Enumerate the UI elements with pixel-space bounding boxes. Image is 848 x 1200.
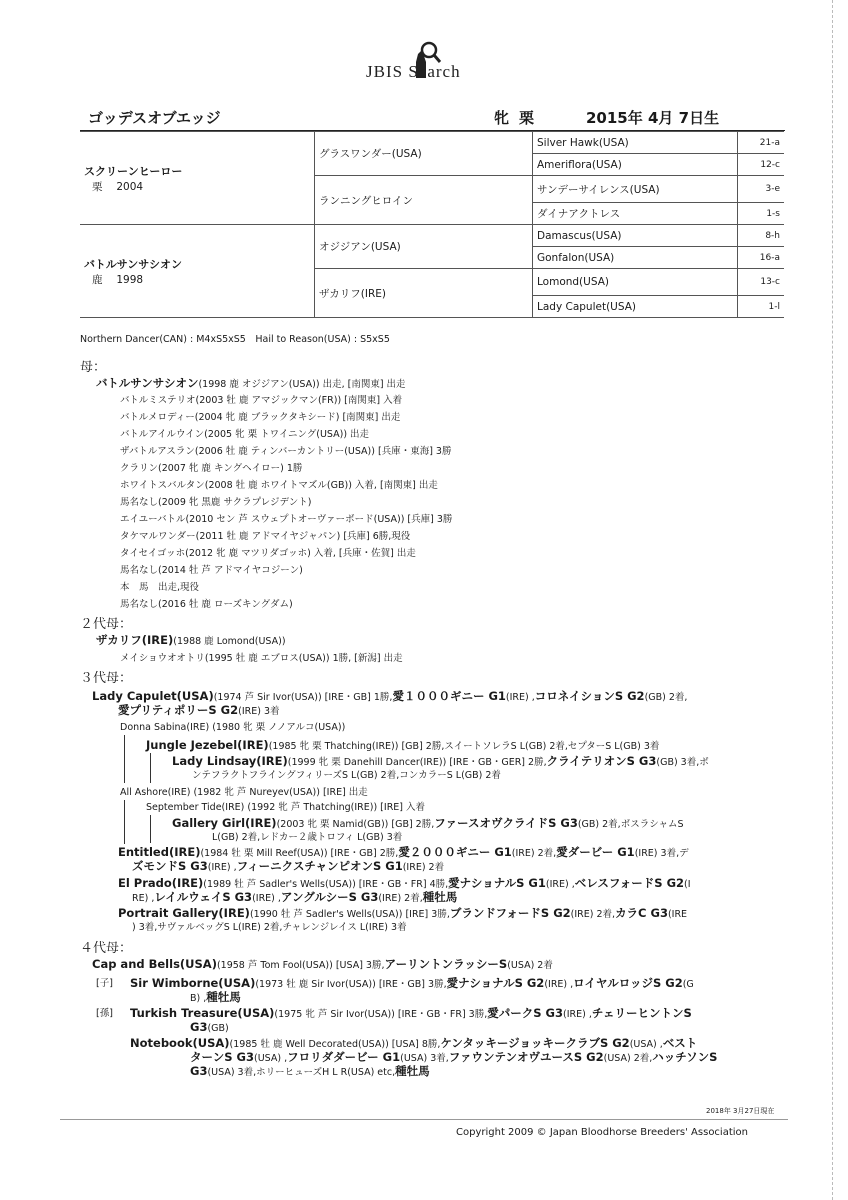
race-title: ズモンドS G3: [132, 859, 208, 873]
list-item: September Tide(IRE) (1992 牝 芦 Thatching(IRE)) [IRE] 入着: [146, 802, 426, 813]
pedigree-g3-cell: ダイナアクトレス: [533, 203, 738, 225]
list-item: [146, 739, 659, 753]
lineage-bracket: [150, 753, 151, 783]
lineage-bracket: [124, 735, 125, 783]
pedigree-table: [80, 131, 784, 318]
entry-detail: (USA) ,: [254, 1053, 288, 1064]
pedigree-g3-cell: Ameriflora(USA): [533, 154, 738, 176]
entry-detail: (IRE) 2着,: [378, 893, 423, 904]
list-item-cont: [190, 991, 241, 1005]
horse-name-bold: Sir Wimborne(USA): [130, 976, 256, 990]
sire-cell: [80, 132, 315, 225]
horse-name: ゴッデスオブエッジ: [88, 109, 221, 127]
race-title: ファースオヴクライドS G3: [434, 816, 578, 830]
entry-detail: (2003 牝 栗 Namid(GB)) [GB] 2勝,: [276, 819, 435, 830]
pedigree-g2-cell: グラスワンダー(USA): [315, 132, 533, 176]
race-title: 愛ダービー G1: [556, 845, 635, 859]
dam-entry: [96, 377, 406, 391]
updated-date: 2018年 3月27日現在: [706, 1107, 775, 1115]
family-code: 12-c: [738, 154, 785, 176]
race-title: 愛ナショナルS G2: [446, 976, 545, 990]
list-item: 馬名なし(2014 牡 芦 アドマイヤコジーン): [120, 565, 303, 576]
entry-detail: (USA) 2着: [507, 960, 553, 971]
list-item: [172, 755, 709, 769]
race-title: 愛パークS G3: [487, 1006, 563, 1020]
family-code: 1-l: [738, 296, 785, 318]
entry-detail: (G: [682, 979, 694, 990]
sire-name: スクリーンヒーロー: [84, 164, 183, 178]
list-item-cont: [190, 1065, 430, 1079]
entry-detail: (1958 芦 Tom Fool(USA)) [USA] 3勝,: [216, 960, 385, 971]
race-title: レイルウェイS G3: [154, 890, 253, 904]
list-item-cont: [190, 1051, 717, 1065]
logo-text: JBIS Search: [366, 62, 461, 81]
entry-detail: (IRE) ,: [207, 862, 237, 873]
race-title: ベスト: [662, 1036, 698, 1050]
lineage-bracket: [124, 800, 125, 844]
g4dam-entry: [92, 958, 553, 972]
list-item-cont: ) 3着,サヴァルベッグS L(IRE) 2着,チャレンジレイス L(IRE) 3着: [132, 922, 407, 933]
lineage-bracket: [150, 815, 151, 843]
family-code: 16-a: [738, 247, 785, 269]
grandchild-tag: [孫]: [96, 1008, 113, 1019]
list-item: ザバトルアスラン(2006 牡 鹿 ティンバーカントリー(USA)) [兵庫・東海] 3勝: [120, 446, 452, 457]
entry-detail: (1999 牝 栗 Danehill Dancer(IRE)) [IRE・GB・GER] 2勝,: [287, 757, 547, 768]
family-code: 13-c: [738, 269, 785, 296]
race-title: フィーニクスチャンピオンS G1: [236, 859, 403, 873]
entry-detail: (GB): [207, 1023, 229, 1034]
section-g4dam: ４代母：: [80, 941, 133, 956]
entry-detail: (1985 牡 鹿 Well Decorated(USA)) [USA] 8勝,: [229, 1039, 441, 1050]
list-item: All Ashore(IRE) (1982 牝 芦 Nureyev(USA)) [IRE] 出走: [120, 787, 368, 798]
pedigree-g3-cell: Lady Capulet(USA): [533, 296, 738, 318]
list-item: [130, 1007, 692, 1021]
list-item: クラリン(2007 牝 鹿 キングヘイロー) 1勝: [120, 463, 303, 474]
child-tag: [子]: [96, 978, 113, 989]
entry-detail: (1975 牝 芦 Sir Ivor(USA)) [IRE・GB・FR] 3勝,: [274, 1009, 488, 1020]
entry-detail: (IRE) ,: [544, 979, 574, 990]
stallion-tag: 種牡馬: [422, 890, 458, 904]
g3dam-entry-name: Lady Capulet(USA): [92, 689, 214, 703]
race-grade: G3: [190, 1064, 208, 1078]
list-item: メイショウオオトリ(1995 牡 鹿 エブロス(USA)) 1勝, [新潟] 出走: [120, 653, 403, 664]
race-title: 愛プリティポリーS G2: [118, 703, 239, 717]
list-item: [172, 817, 684, 831]
race-title: ターンS G3: [190, 1050, 254, 1064]
section-dam: 母：: [80, 360, 107, 375]
entry-detail: (IRE) 3着: [238, 706, 280, 717]
family-code: 8-h: [738, 225, 785, 247]
family-code: 21-a: [738, 132, 785, 154]
pedigree-g3-cell: Gonfalon(USA): [533, 247, 738, 269]
entry-detail: (1973 牡 鹿 Sir Ivor(USA)) [IRE・GB] 3勝,: [255, 979, 447, 990]
entry-detail: (USA) 2着,: [603, 1053, 653, 1064]
list-item: エイユーバトル(2010 セン 芦 スウェプトオーヴァーボード(USA)) [兵庫] 3勝: [120, 514, 453, 525]
g3dam-entry: [92, 690, 687, 704]
entry-detail: RE) ,: [132, 893, 155, 904]
footer-rule: [60, 1119, 788, 1120]
list-item: タイセイゴッホ(2012 牝 鹿 マツリダゴッホ) 入着, [兵庫・佐賀] 出走: [120, 548, 416, 559]
family-code: 1-s: [738, 203, 785, 225]
entry-detail: B) ,: [190, 993, 207, 1004]
horse-name-bold: Notebook(USA): [130, 1036, 230, 1050]
entry-detail: (GB) 3着,ボ: [656, 757, 709, 768]
race-title: ハッチソンS: [652, 1050, 718, 1064]
entry-detail: (IRE) ,: [562, 1009, 592, 1020]
family-code: 3-e: [738, 176, 785, 203]
list-item-cont: [132, 860, 444, 874]
race-title: カラC G3: [615, 906, 668, 920]
horse-name-bold: Lady Lindsay(IRE): [172, 754, 288, 768]
entry-detail: (1990 牡 芦 Sadler's Wells(USA)) [IRE] 3勝,: [249, 909, 450, 920]
sex-color: 牝栗: [494, 109, 545, 127]
g4dam-entry-name: Cap and Bells(USA): [92, 957, 217, 971]
dam-detail: 鹿 1998: [92, 273, 144, 286]
list-item: [118, 877, 691, 891]
race-title: アングルシーS G3: [280, 890, 379, 904]
entry-detail: (GB) 2着,: [644, 692, 688, 703]
race-title: コロネイションS G2: [534, 689, 645, 703]
entry-detail: (IRE) 2着: [402, 862, 445, 873]
race-title: フロリダダービー G1: [287, 1050, 401, 1064]
sire-detail: 栗 2004: [92, 180, 144, 193]
race-title: 愛１０００ギニー G1: [392, 689, 506, 703]
list-item-cont: ンテフラクトフライングフィリーズS L(GB) 2着,コンカラーS L(GB) 2着: [192, 770, 501, 781]
entry-detail: (IRE) ,: [545, 879, 575, 890]
list-item: 本 馬 出走,現役: [120, 582, 200, 593]
list-item: バトルアイルウイン(2005 牝 栗 トワイニング(USA)) 出走: [120, 429, 370, 440]
section-g2dam: ２代母：: [80, 617, 133, 632]
race-title: ベレスフォードS G2: [574, 876, 685, 890]
race-title: ケンタッキージョッキークラブS G2: [440, 1036, 630, 1050]
copyright: Copyright 2009 © Japan Bloodhorse Breeders' Association: [456, 1127, 748, 1138]
birth-date: 2015年 4月 7日生: [586, 109, 720, 127]
pedigree-g3-cell: Lomond(USA): [533, 269, 738, 296]
entry-detail: (IRE: [667, 909, 688, 920]
horse-name-bold: Gallery Girl(IRE): [172, 816, 277, 830]
dam-entry-detail: (1998 鹿 オジジアン(USA)) 出走, [南関東] 出走: [198, 379, 406, 390]
entry-detail: (IRE) 3着,デ: [634, 848, 689, 859]
entry-detail: (1985 牝 栗 Thatching(IRE)) [GB] 2勝,スイートソレラS L(GB) 2着,セプターS L(GB) 3着: [268, 741, 660, 752]
race-title: 愛２０００ギニー G1: [398, 845, 512, 859]
list-item: Donna Sabina(IRE) (1980 牝 栗 ノノアルコ(USA)): [120, 722, 346, 733]
list-item: [130, 977, 694, 991]
pedigree-g2-cell: ランニングヒロイン: [315, 176, 533, 225]
list-item: [118, 846, 689, 860]
entry-detail: (1989 牡 芦 Sadler's Wells(USA)) [IRE・GB・FR] 4勝,: [203, 879, 449, 890]
entry-detail: (IRE) 2着,: [570, 909, 616, 920]
pedigree-g2-cell: オジジアン(USA): [315, 225, 533, 269]
horse-name-bold: Turkish Treasure(USA): [130, 1006, 275, 1020]
dam-cell: [80, 225, 315, 318]
race-title: アーリントンラッシーS: [384, 957, 508, 971]
entry-detail: (GB) 2着,ボスラシャムS: [577, 819, 684, 830]
horse-name-bold: Entitled(IRE): [118, 845, 201, 859]
g3dam-entry-line2: [118, 704, 280, 718]
g2dam-entry: [96, 634, 286, 648]
horse-name-bold: Jungle Jezebel(IRE): [146, 738, 269, 752]
scan-edge-line: [832, 0, 833, 1200]
list-item-cont: L(GB) 2着,レドカー２歳トロフィ L(GB) 3着: [212, 832, 403, 843]
race-title: 愛ナショナルS G1: [448, 876, 546, 890]
entry-detail: (IRE) ,: [252, 893, 281, 904]
dam-name: バトルサンサシオン: [84, 257, 183, 271]
stallion-tag: 種牡馬: [206, 990, 241, 1004]
list-item-cont: [190, 1021, 229, 1035]
race-title: ブランドフォードS G2: [449, 906, 571, 920]
stallion-tag: 種牡馬: [395, 1064, 430, 1078]
list-item: [118, 907, 687, 921]
entry-detail: (USA) 3着,: [400, 1053, 449, 1064]
race-title: チェリーヒントンS: [591, 1006, 692, 1020]
race-grade: G3: [190, 1020, 208, 1034]
list-item: ホワイトスバルタン(2008 牡 鹿 ホワイトマズル(GB)) 入着, [南関東] 出走: [120, 480, 438, 491]
horse-name-bold: Portrait Gallery(IRE): [118, 906, 250, 920]
entry-detail: (1984 牡 栗 Mill Reef(USA)) [IRE・GB] 2勝,: [200, 848, 399, 859]
race-title: クライテリオンS G3: [546, 754, 657, 768]
list-item: 馬名なし(2016 牡 鹿 ローズキングダム): [120, 599, 293, 610]
entry-detail: (I: [684, 879, 691, 890]
list-item: バトルメロディー(2004 牝 鹿 ブラックタキシード) [南関東] 出走: [120, 412, 401, 423]
dam-entry-name: バトルサンサシオン: [96, 376, 199, 390]
g2dam-entry-name: ザカリフ(IRE): [96, 633, 174, 647]
race-title: ファウンテンオヴユースS G2: [448, 1050, 604, 1064]
inbreeding-line: Northern Dancer(CAN) : M4xS5xS5 Hail to Reason(USA) : S5xS5: [80, 334, 390, 345]
list-item: [130, 1037, 697, 1051]
section-g3dam: ３代母：: [80, 671, 133, 686]
entry-detail: (IRE) ,: [505, 692, 535, 703]
list-item-cont: [132, 891, 457, 905]
list-item: タケマルワンダー(2011 牡 鹿 アドマイヤジャパン) [兵庫] 6勝,現役: [120, 531, 411, 542]
horse-name-bold: El Prado(IRE): [118, 876, 204, 890]
entry-detail: (USA) ,: [629, 1039, 663, 1050]
race-title: ロイヤルロッジS G2: [573, 976, 683, 990]
pedigree-g3-cell: サンデーサイレンス(USA): [533, 176, 738, 203]
g2dam-entry-detail: (1988 鹿 Lomond(USA)): [173, 636, 286, 647]
entry-detail: (1974 芦 Sir Ivor(USA)) [IRE・GB] 1勝,: [213, 692, 393, 703]
entry-detail: (USA) 3着,ホリーヒューズH L R(USA) etc,: [207, 1067, 396, 1078]
pedigree-g3-cell: Silver Hawk(USA): [533, 132, 738, 154]
entry-detail: (IRE) 2着,: [511, 848, 557, 859]
pedigree-g3-cell: Damascus(USA): [533, 225, 738, 247]
list-item: バトルミステリオ(2003 牡 鹿 アマジックマン(FR)) [南関東] 入着: [120, 395, 403, 406]
pedigree-g2-cell: ザカリフ(IRE): [315, 269, 533, 318]
list-item: 馬名なし(2009 牝 黒鹿 サクラプレジデント): [120, 497, 312, 508]
